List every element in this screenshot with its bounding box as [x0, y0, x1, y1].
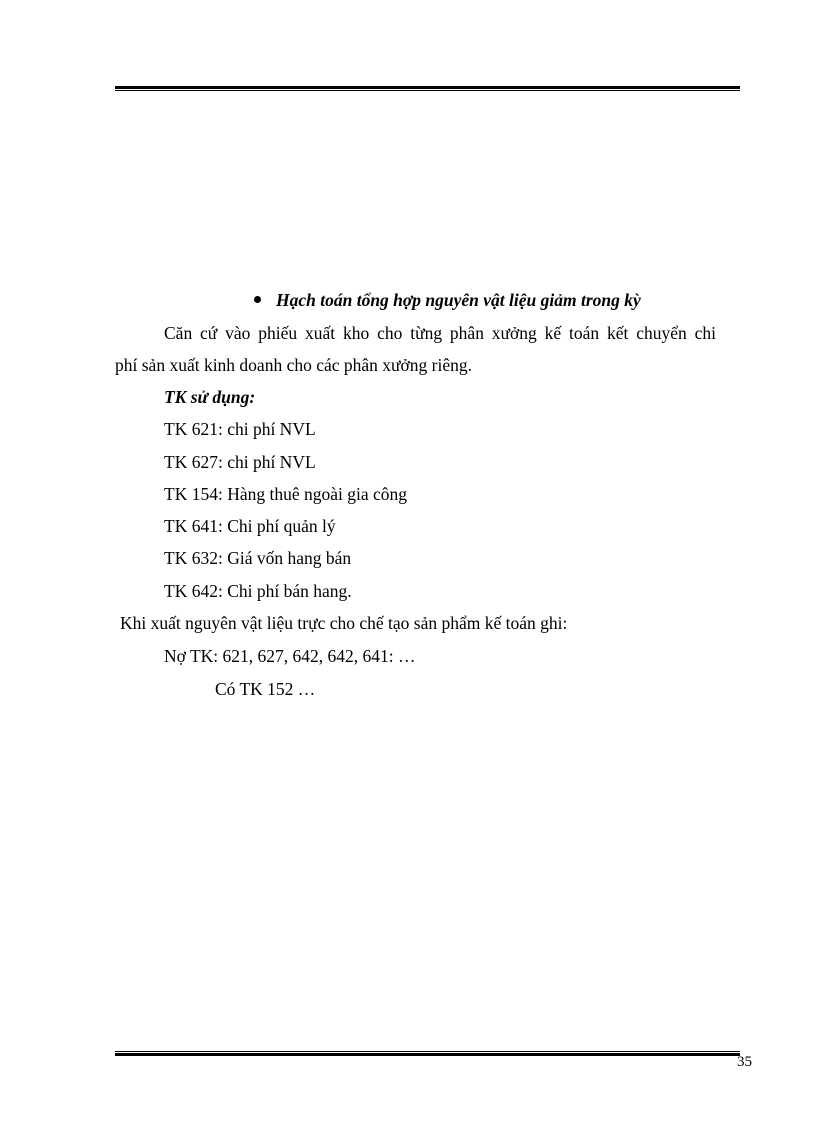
section-heading: Hạch toán tổng hợp nguyên vật liệu giảm trong kỳ [276, 290, 641, 310]
header-rule [115, 86, 740, 91]
account-item: TK 627: chi phí NVL [164, 452, 316, 472]
bullet-icon [254, 296, 261, 303]
account-item: TK 632: Giá vốn hang bán [164, 548, 352, 568]
entry-intro: Khi xuất nguyên vật liệu trực cho chế tạo sản phẩm kế toán ghi: [120, 613, 568, 633]
page-number: 35 [737, 1054, 752, 1070]
paragraph-line-2: phí sản xuất kinh doanh cho các phân xưởng riêng. [115, 355, 472, 375]
account-item: TK 154: Hàng thuê ngoài gia công [164, 484, 408, 504]
account-item: TK 621: chi phí NVL [164, 419, 316, 439]
account-item: TK 642: Chi phí bán hang. [164, 581, 352, 601]
accounts-title: TK sử dụng: [164, 387, 256, 407]
paragraph-line-1: Căn cứ vào phiếu xuất kho cho từng phân xưởng kế toán kết chuyển chi [164, 323, 716, 343]
debit-line: Nợ TK: 621, 627, 642, 642, 641: … [164, 646, 416, 666]
account-item: TK 641: Chi phí quản lý [164, 516, 336, 536]
footer-rule [115, 1051, 740, 1056]
credit-line: Có TK 152 … [215, 679, 316, 699]
